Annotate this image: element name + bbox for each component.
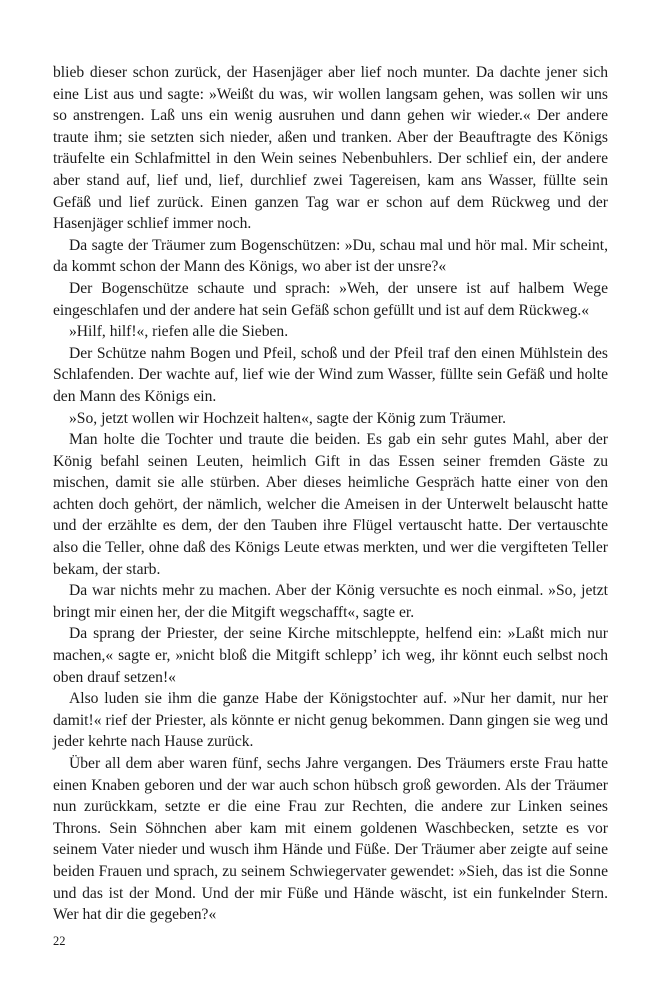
paragraph: Der Schütze nahm Bogen und Pfeil, schoß und der Pfeil traf den einen Mühlstein des Schlafenden. Der wachte auf, lief wie der Wind zum Wasser, füllte sein Gefäß und holte den Mann des Königs ein.	[53, 344, 608, 405]
paragraph: Der Bogenschütze schaute und sprach: »Weh, der unsere ist auf halbem Wege eingeschlafen und der andere hat sein Gefäß schon gefüllt und ist auf dem Rückweg.«	[53, 279, 608, 319]
paragraph: blieb dieser schon zurück, der Hasenjäger aber lief noch munter. Da dachte jener sich eine List aus und sagte: »Weißt du was, wir wollen langsam gehen, was sollen wir uns so anstrengen. Laß uns ein wenig ausruhen und dann gehen wir wieder.« Der andere traute ihm; sie setzten sich nieder, aßen und tranken. Aber der Beauftragte des Königs träufelte ein Schlafmittel in den Wein seines Nebenbuhlers. Der schlief ein, der andere aber stand auf, lief und, lief, durchlief zwei Tagereisen, kam ans Wasser, füllte sein Gefäß und lief zurück. Einen ganzen Tag war er schon auf dem Rückweg und der Hasenjäger schlief immer noch.	[53, 64, 608, 233]
paragraph: Man holte die Tochter und traute die beiden. Es gab ein sehr gutes Mahl, aber der König befahl seinen Leuten, heimlich Gift in das Essen seiner fremden Gäste zu mischen, damit sie alle stürben. Aber dieses heimliche Gespräch hatte einer von den achten doch gehört, der nämlich, welcher die Ameisen in der Unterwelt belauscht hatte und der erzählte es dem, der den Tauben ihre Flügel vertauscht hatte. Der vertauschte also die Teller, ohne daß des Königs Leute etwas merkten, und wer die vergifteten Teller bekam, der starb.	[53, 431, 608, 578]
page-text	[53, 62, 608, 926]
page-number: 22	[53, 934, 66, 948]
paragraph: Also luden sie ihm die ganze Habe der Königstochter auf. »Nur her damit, nur her damit!« rief der Priester, als könnte er nicht genug bekommen. Dann gingen sie weg und jeder kehrte nach Hause zurück.	[53, 690, 608, 751]
paragraph: Da war nichts mehr zu machen. Aber der König versuchte es noch einmal. »So, jetzt bringt mir einen her, der die Mitgift wegschafft«, sagte er.	[53, 582, 608, 621]
paragraph: »Hilf, hilf!«, riefen alle die Sieben.	[69, 323, 289, 341]
paragraph: Über all dem aber waren fünf, sechs Jahre vergangen. Des Träumers erste Frau hatte einen Knaben geboren und der war auch schon hübsch groß geworden. Als der Träumer nun zurückkam, setzte er die eine Frau zur Rechten, die andere zur Linken seines Throns. Sein Söhnchen aber kam mit einem goldenen Waschbecken, setzte es vor seinem Vater nieder und wusch ihm Hände und Füße. Der Träumer aber zeigte auf seine beiden Frauen und sprach, zu seinem Schwiegervater gewendet: »Sieh, das ist die Sonne und das ist der Mond. Und der mir Füße und Hände wäscht, ist ein funkelnder Stern. Wer hat dir die gegeben?«	[53, 755, 608, 924]
paragraph: Da sagte der Träumer zum Bogenschützen: »Du, schau mal und hör mal. Mir scheint, da kommt schon der Mann des Königs, wo aber ist der unsre?«	[53, 236, 608, 276]
paragraph: Da sprang der Priester, der seine Kirche mitschleppte, helfend ein: »Laßt mich nur machen,« sagte er, »nicht bloß die Mitgift schlepp’ ich weg, ihr könnt euch selbst noch oben drauf setzen!«	[53, 625, 608, 686]
paragraph: »So, jetzt wollen wir Hochzeit halten«, sagte der König zum Träumer.	[69, 409, 506, 427]
